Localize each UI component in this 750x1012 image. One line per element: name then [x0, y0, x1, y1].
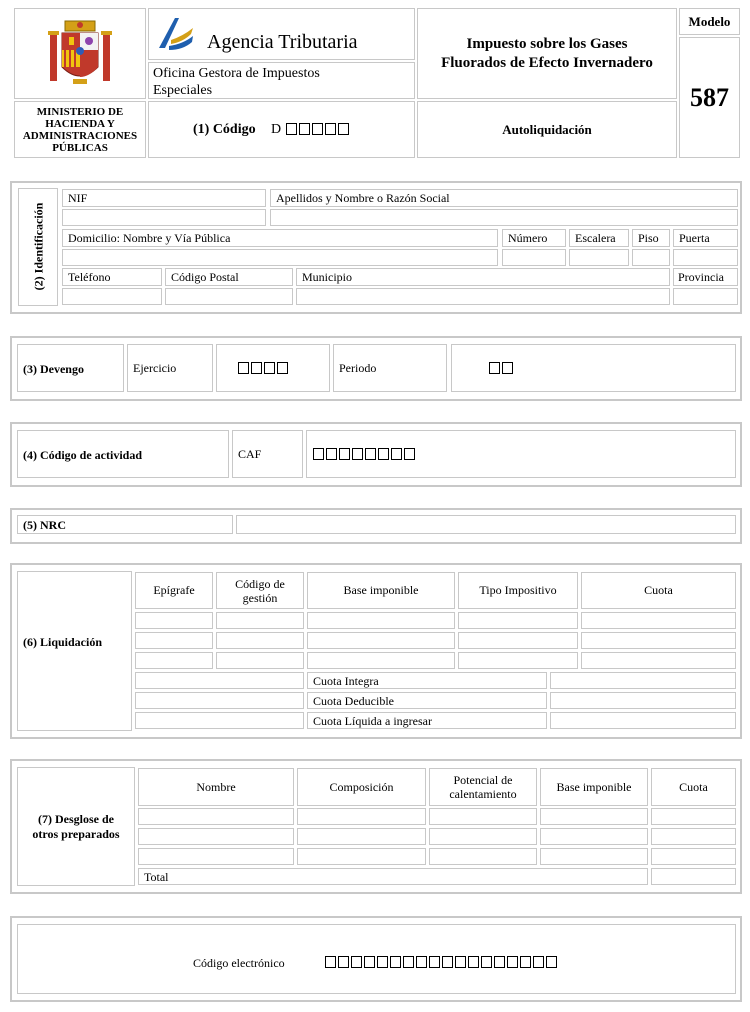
ejercicio-label: Ejercicio — [133, 361, 177, 375]
tax-title-box — [417, 8, 677, 99]
liq-cuota-field[interactable] — [581, 652, 736, 669]
modelo-label-box — [679, 8, 740, 35]
desg-header-cuota — [651, 768, 736, 806]
provincia-label-cell — [673, 268, 738, 286]
desg-header-composicion — [297, 768, 426, 806]
liq-epigrafe-field[interactable] — [135, 612, 213, 629]
char-box[interactable] — [325, 123, 336, 135]
numero-label: Número — [508, 231, 548, 245]
nif-label-cell — [62, 189, 266, 207]
char-box[interactable] — [352, 448, 363, 460]
desg-header-label: Potencial de calentamiento — [449, 773, 517, 801]
char-box[interactable] — [520, 956, 531, 968]
char-box[interactable] — [326, 448, 337, 460]
domicilio-field[interactable] — [62, 249, 498, 266]
liq-header-label: Epígrafe — [153, 583, 195, 597]
telefono-field[interactable] — [62, 288, 162, 305]
actividad-label-cell — [17, 430, 229, 478]
desglose-label-line2: otros preparados — [32, 826, 120, 841]
char-box[interactable] — [502, 362, 513, 374]
tax-title-line2: Fluorados de Efecto Invernadero — [441, 54, 653, 71]
escalera-label-cell — [569, 229, 629, 247]
liq-header-cuota — [581, 572, 736, 609]
char-box[interactable] — [338, 956, 349, 968]
char-box[interactable] — [468, 956, 479, 968]
provincia-label: Provincia — [678, 270, 724, 284]
municipio-field[interactable] — [296, 288, 670, 305]
char-box[interactable] — [481, 956, 492, 968]
liq-codigo-field[interactable] — [216, 652, 304, 669]
char-box[interactable] — [489, 362, 500, 374]
periodo-boxes[interactable] — [489, 362, 514, 374]
municipio-label: Municipio — [302, 270, 352, 284]
nombre-field[interactable] — [270, 209, 738, 226]
liq-header-codigo-gestion — [216, 572, 304, 609]
char-box[interactable] — [338, 123, 349, 135]
desg-nombre-field[interactable] — [138, 848, 294, 865]
liq-tipo-field[interactable] — [458, 632, 578, 649]
desg-potencial-field[interactable] — [429, 848, 537, 865]
char-box[interactable] — [390, 956, 401, 968]
liq-cuota-field[interactable] — [581, 632, 736, 649]
numero-label-cell — [502, 229, 566, 247]
desg-base-field[interactable] — [540, 848, 648, 865]
desg-potencial-field[interactable] — [429, 828, 537, 845]
char-box[interactable] — [351, 956, 362, 968]
autoliquidacion-label: Autoliquidación — [502, 121, 592, 137]
char-box[interactable] — [455, 956, 466, 968]
liq-header-label: Base imponible — [343, 583, 419, 597]
caf-boxes[interactable] — [313, 448, 416, 460]
caf-label: CAF — [238, 447, 262, 461]
liq-header-tipo — [458, 572, 578, 609]
identificacion-label-cell — [18, 188, 58, 306]
char-box[interactable] — [404, 448, 415, 460]
char-box[interactable] — [403, 956, 414, 968]
nrc-field[interactable] — [236, 515, 736, 534]
liq-header-label: Cuota — [644, 583, 673, 597]
liq-header-label: Tipo Impositivo — [479, 583, 557, 597]
cuota-liquida-field[interactable] — [550, 712, 736, 729]
cuota-liquida-label: Cuota Líquida a ingresar — [313, 714, 432, 728]
electronico-label: Código electrónico — [193, 956, 285, 970]
desg-cuota-field[interactable] — [651, 808, 736, 825]
cp-label-cell — [165, 268, 293, 286]
office-box — [148, 62, 415, 99]
ejercicio-label-cell — [127, 344, 213, 392]
devengo-label-cell — [17, 344, 124, 392]
desg-base-field[interactable] — [540, 828, 648, 845]
char-box[interactable] — [312, 123, 323, 135]
piso-label-cell — [632, 229, 670, 247]
cuota-liquida-label-cell — [307, 712, 547, 729]
desg-potencial-field[interactable] — [429, 808, 537, 825]
char-box[interactable] — [507, 956, 518, 968]
char-box[interactable] — [277, 362, 288, 374]
desg-cuota-field[interactable] — [651, 848, 736, 865]
desg-nombre-field[interactable] — [138, 808, 294, 825]
char-box[interactable] — [378, 448, 389, 460]
desg-header-potencial — [429, 768, 537, 806]
desglose-label-cell — [17, 767, 135, 886]
desg-total-field[interactable] — [651, 868, 736, 885]
codigo-boxes[interactable] — [286, 123, 350, 135]
liq-codigo-field[interactable] — [216, 632, 304, 649]
codigo-box — [148, 101, 415, 158]
periodo-field[interactable] — [451, 344, 736, 392]
char-box[interactable] — [365, 448, 376, 460]
modelo-number: 587 — [690, 82, 729, 112]
char-box[interactable] — [377, 956, 388, 968]
piso-field[interactable] — [632, 249, 670, 266]
liq-summary-blank — [135, 672, 304, 689]
nrc-label-cell — [17, 515, 233, 534]
nrc-label: (5) NRC — [23, 518, 66, 532]
desg-composicion-field[interactable] — [297, 848, 426, 865]
puerta-label-cell — [673, 229, 738, 247]
char-box[interactable] — [364, 956, 375, 968]
piso-label: Piso — [638, 231, 659, 245]
coat-of-arms-icon — [45, 19, 115, 91]
char-box[interactable] — [339, 448, 350, 460]
electronico-boxes[interactable] — [325, 956, 558, 968]
char-box[interactable] — [533, 956, 544, 968]
cuota-deducible-label: Cuota Deducible — [313, 694, 394, 708]
char-box[interactable] — [494, 956, 505, 968]
liq-epigrafe-field[interactable] — [135, 632, 213, 649]
liquidacion-label-cell — [17, 571, 132, 731]
liq-summary-blank — [135, 692, 304, 709]
char-box[interactable] — [299, 123, 310, 135]
liquidacion-label: (6) Liquidación — [23, 635, 103, 649]
desg-header-label: Composición — [329, 779, 394, 794]
desg-header-label: Cuota — [679, 779, 708, 794]
char-box[interactable] — [442, 956, 453, 968]
desg-base-field[interactable] — [540, 808, 648, 825]
identificacion-label: (2) Identificación — [31, 202, 46, 291]
periodo-label: Periodo — [339, 361, 377, 375]
char-box[interactable] — [325, 956, 336, 968]
nif-field[interactable] — [62, 209, 266, 226]
periodo-label-cell — [333, 344, 447, 392]
char-box[interactable] — [251, 362, 262, 374]
liq-base-field[interactable] — [307, 632, 455, 649]
desg-cuota-field[interactable] — [651, 828, 736, 845]
desg-nombre-field[interactable] — [138, 828, 294, 845]
nif-label: NIF — [68, 191, 88, 205]
desg-composicion-field[interactable] — [297, 808, 426, 825]
modelo-label: Modelo — [688, 13, 731, 29]
ministry-box — [14, 101, 146, 158]
provincia-field[interactable] — [673, 288, 738, 305]
liq-header-label: Código de gestión — [235, 576, 285, 605]
desg-header-base — [540, 768, 648, 806]
modelo-number-box — [679, 37, 740, 158]
ejercicio-boxes[interactable] — [238, 362, 289, 374]
puerta-label: Puerta — [679, 231, 710, 245]
office-name: Oficina Gestora de Impuestos Especiales — [153, 66, 320, 98]
escalera-label: Escalera — [575, 231, 616, 245]
liq-tipo-field[interactable] — [458, 652, 578, 669]
nombre-label: Apellidos y Nombre o Razón Social — [276, 191, 450, 205]
liq-cuota-field[interactable] — [581, 612, 736, 629]
liq-base-field[interactable] — [307, 652, 455, 669]
char-box[interactable] — [546, 956, 557, 968]
numero-field[interactable] — [502, 249, 566, 266]
liq-tipo-field[interactable] — [458, 612, 578, 629]
escalera-field[interactable] — [569, 249, 629, 266]
desg-total-label-cell — [138, 868, 648, 885]
codigo-label: (1) Código — [193, 122, 256, 137]
desg-total-label: Total — [144, 870, 169, 884]
cuota-integra-label-cell — [307, 672, 547, 689]
agency-logo-icon — [155, 14, 197, 54]
puerta-field[interactable] — [673, 249, 738, 266]
char-box[interactable] — [286, 123, 297, 135]
ministry-name: MINISTERIO DE HACIENDA Y ADMINISTRACIONES PÚBLICAS — [22, 105, 138, 154]
caf-label-cell — [232, 430, 303, 478]
char-box[interactable] — [238, 362, 249, 374]
telefono-label: Teléfono — [68, 270, 111, 284]
caf-field[interactable] — [306, 430, 736, 478]
char-box[interactable] — [313, 448, 324, 460]
codigo-prefix: D — [271, 122, 282, 137]
liq-header-base — [307, 572, 455, 609]
char-box[interactable] — [391, 448, 402, 460]
desg-composicion-field[interactable] — [297, 828, 426, 845]
liq-base-field[interactable] — [307, 612, 455, 629]
desg-header-nombre — [138, 768, 294, 806]
liq-epigrafe-field[interactable] — [135, 652, 213, 669]
ejercicio-field[interactable] — [216, 344, 330, 392]
autoliquidacion-box — [417, 101, 677, 158]
cuota-integra-field[interactable] — [550, 672, 736, 689]
municipio-label-cell — [296, 268, 670, 286]
nombre-label-cell — [270, 189, 738, 207]
liq-header-epigrafe — [135, 572, 213, 609]
liq-summary-blank — [135, 712, 304, 729]
cuota-integra-label: Cuota Integra — [313, 674, 379, 688]
cuota-deducible-label-cell — [307, 692, 547, 709]
desg-header-label: Nombre — [196, 779, 236, 794]
desg-header-label: Base imponible — [556, 779, 632, 794]
char-box[interactable] — [429, 956, 440, 968]
char-box[interactable] — [416, 956, 427, 968]
cp-field[interactable] — [165, 288, 293, 305]
actividad-label: (4) Código de actividad — [23, 448, 143, 462]
electronico-box — [17, 924, 736, 994]
coat-of-arms-box — [14, 8, 146, 99]
cuota-deducible-field[interactable] — [550, 692, 736, 709]
cp-label: Código Postal — [171, 270, 239, 284]
agency-box — [148, 8, 415, 60]
domicilio-label: Domicilio: Nombre y Vía Pública — [68, 231, 231, 245]
liq-codigo-field[interactable] — [216, 612, 304, 629]
domicilio-label-cell — [62, 229, 498, 247]
tax-title-line1: Impuesto sobre los Gases — [466, 35, 628, 52]
agency-name: Agencia Tributaria — [207, 31, 358, 53]
telefono-label-cell — [62, 268, 162, 286]
char-box[interactable] — [264, 362, 275, 374]
desglose-label-line1: (7) Desglose de — [38, 811, 114, 826]
devengo-label: (3) Devengo — [23, 362, 84, 376]
